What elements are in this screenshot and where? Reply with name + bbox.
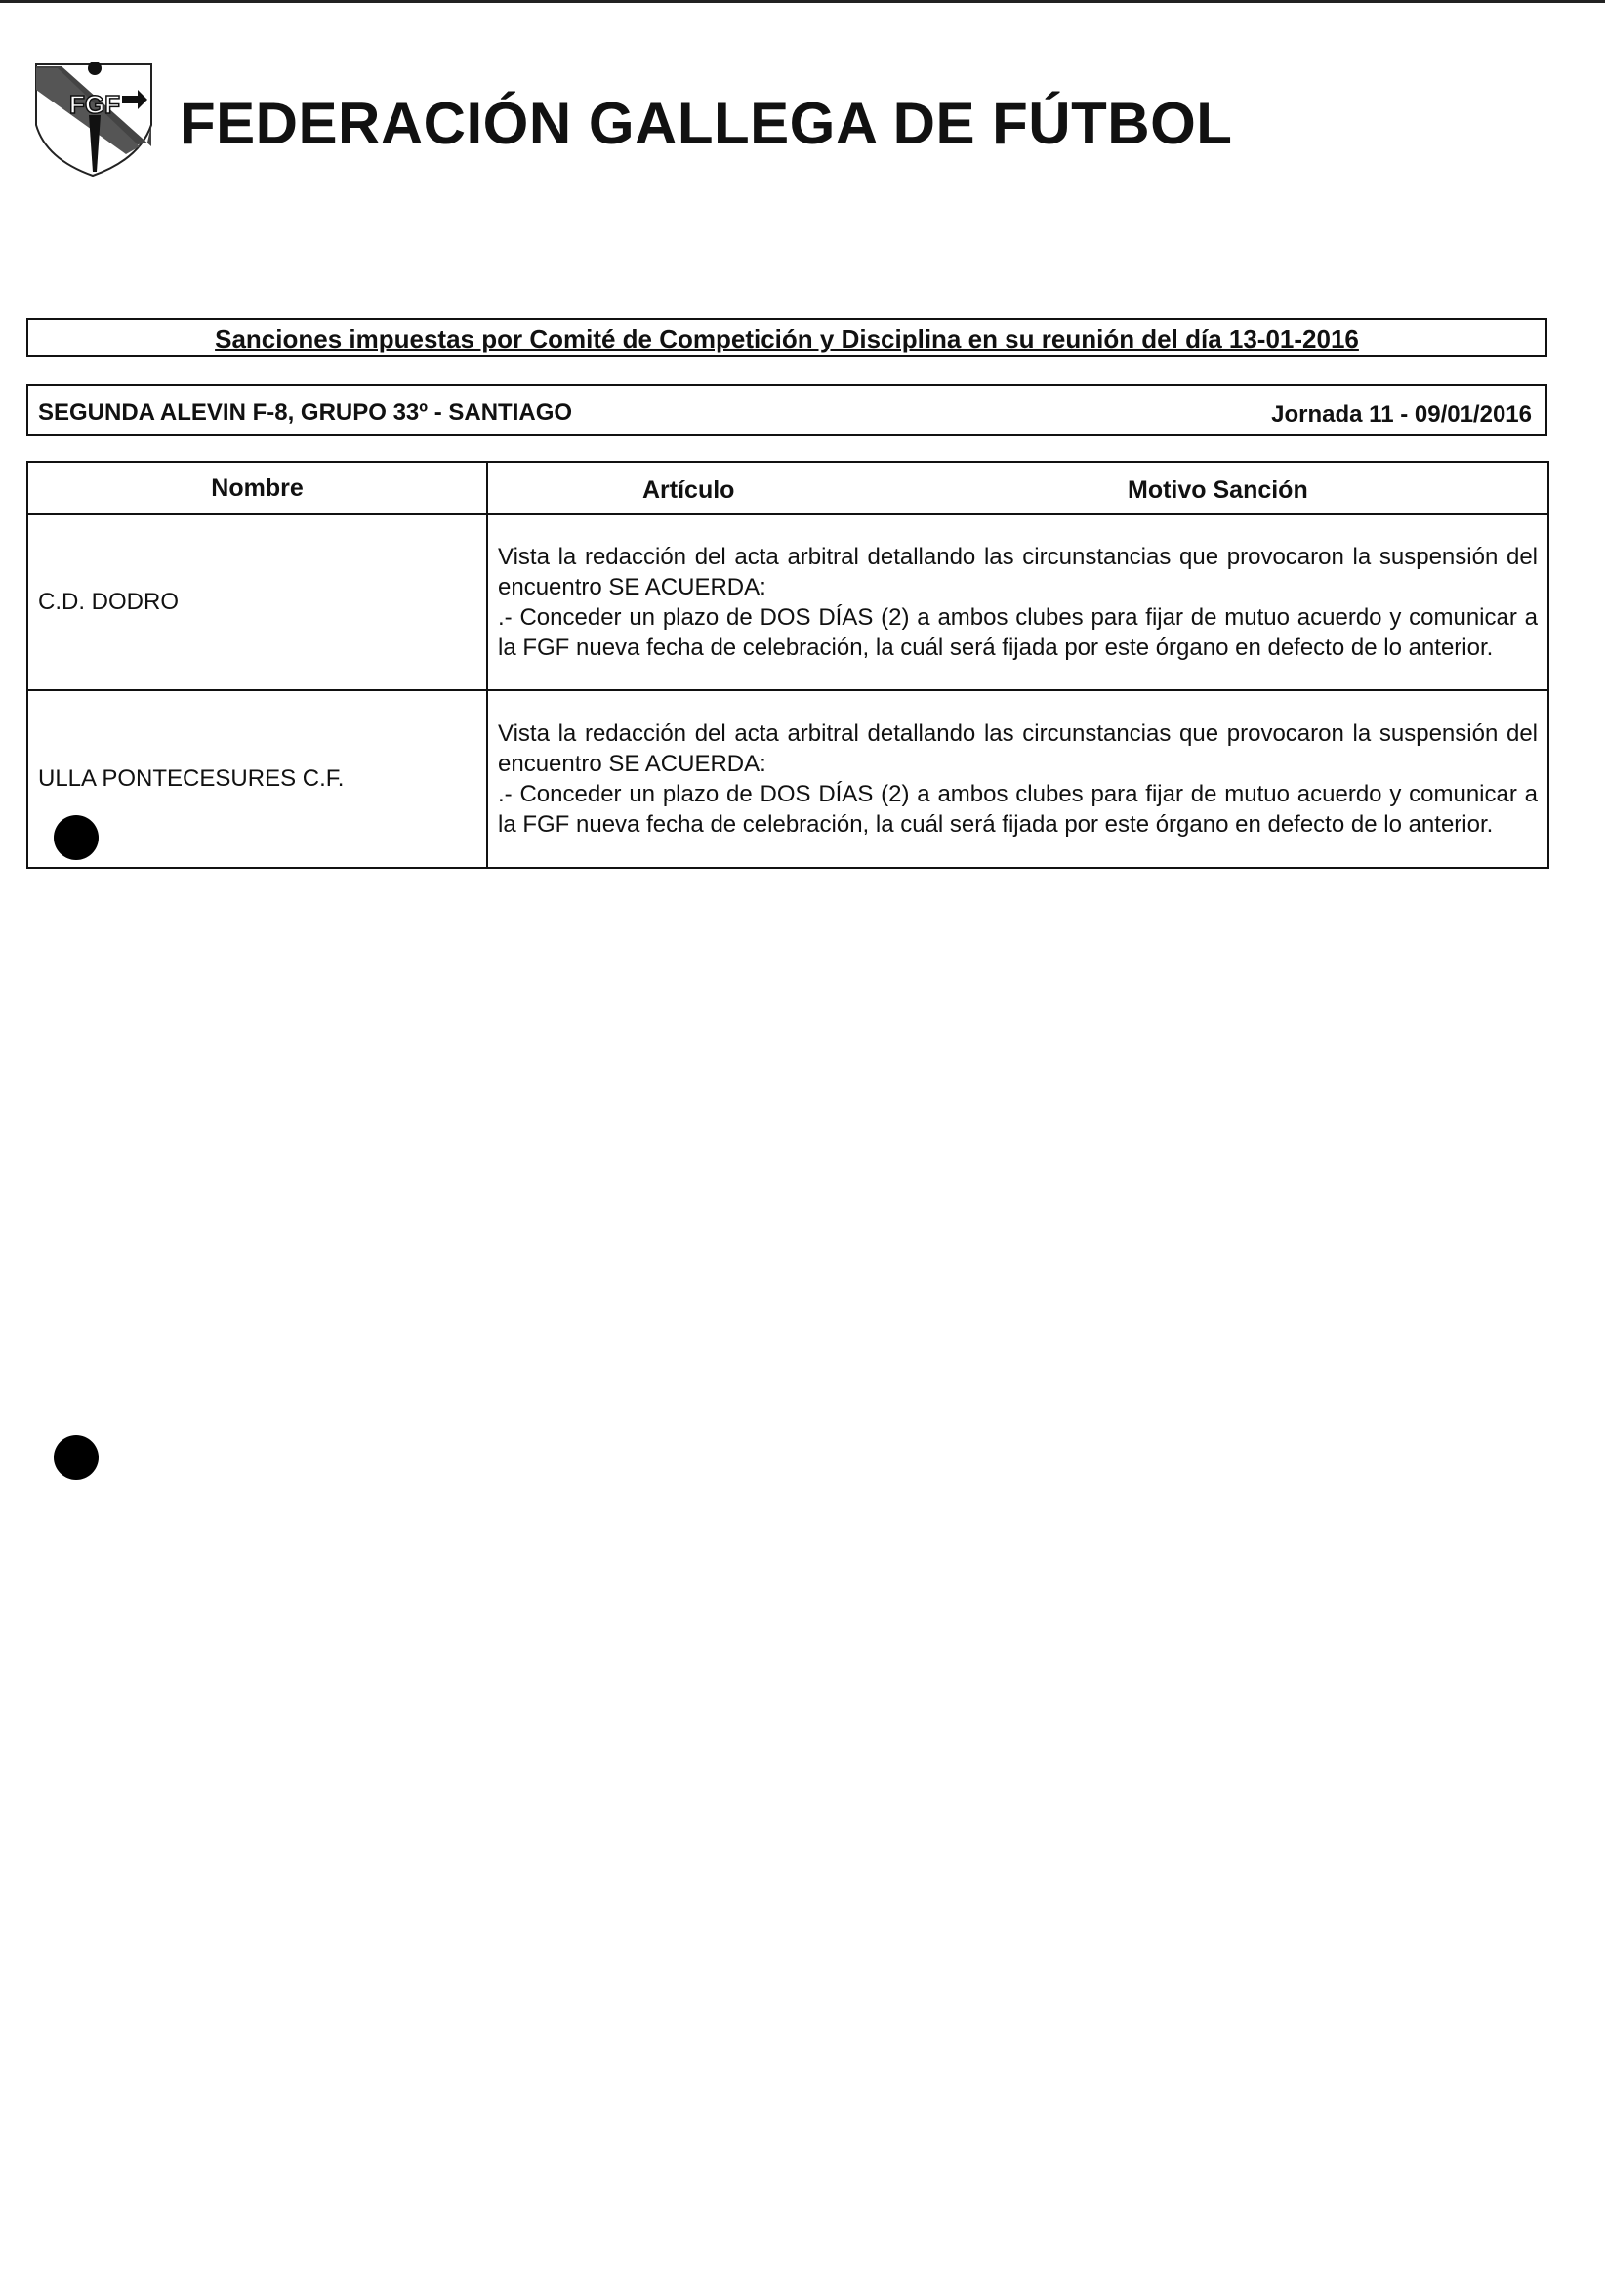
table-row: [27, 514, 1548, 690]
header-articulo: Artículo: [642, 476, 735, 504]
title-box: [26, 318, 1547, 357]
header-nombre: Nombre: [27, 462, 487, 514]
competition-box: [26, 384, 1547, 436]
table-row: [27, 690, 1548, 868]
sanction-line-2: .- Conceder un plazo de DOS DÍAS (2) a ambos clubes para fijar de mutuo acuerdo y comunicar a la FGF nueva fecha de celebración, la cuál será fijada por este órgano en defecto de lo anterior.: [498, 604, 1538, 661]
club-name: C.D. DODRO: [27, 514, 487, 690]
scan-top-edge: [0, 0, 1605, 3]
sanction-text: [487, 690, 1548, 868]
jornada-date: Jornada 11 - 09/01/2016: [1271, 401, 1532, 428]
sanction-text: [487, 514, 1548, 690]
competition-name: SEGUNDA ALEVIN F-8, GRUPO 33º - SANTIAGO: [38, 399, 573, 426]
sanctions-table: [26, 461, 1549, 869]
fgf-logo-icon: [32, 57, 155, 178]
club-name: ULLA PONTECESURES C.F.: [27, 690, 487, 868]
table-header-row: [27, 462, 1548, 514]
punch-hole-mark: [54, 815, 99, 860]
logo-lettering: FGF: [69, 90, 120, 119]
organization-name: FEDERACIÓN GALLEGA DE FÚTBOL: [180, 91, 1233, 156]
header-motivo: Motivo Sanción: [1128, 476, 1308, 504]
sanction-line-1: Vista la redacción del acta arbitral detallando las circunstancias que provocaron la suspensión del encuentro SE ACUERDA:: [498, 720, 1538, 777]
sanction-line-2: .- Conceder un plazo de DOS DÍAS (2) a ambos clubes para fijar de mutuo acuerdo y comunicar a la FGF nueva fecha de celebración, la cuál será fijada por este órgano en defecto de lo anterior.: [498, 781, 1538, 838]
header-articulo-motivo: [487, 462, 1548, 514]
punch-hole-mark: [54, 1435, 99, 1480]
sanction-line-1: Vista la redacción del acta arbitral detallando las circunstancias que provocaron la suspensión del encuentro SE ACUERDA:: [498, 544, 1538, 600]
document-title: Sanciones impuestas por Comité de Competición y Disciplina en su reunión del día 13-01-2016: [215, 324, 1359, 353]
